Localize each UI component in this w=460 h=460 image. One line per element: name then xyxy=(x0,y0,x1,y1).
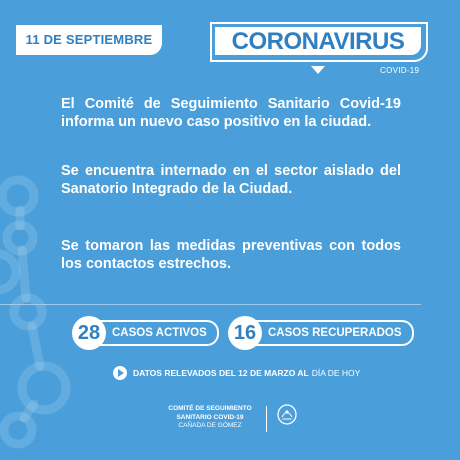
footer-line-2: SANITARIO COVID-19 xyxy=(176,413,244,421)
footer-committee xyxy=(156,405,264,431)
municipal-seal-logo xyxy=(276,403,298,425)
recovered-cases-label: CASOS RECUPERADOS xyxy=(254,320,414,346)
footer-line-3: CAÑADA DE GÓMEZ xyxy=(178,422,242,429)
paragraph-hospitalized: Se encuentra internado en el sector aislado del Sanatorio Integrado de la Ciudad. xyxy=(61,163,401,197)
date-badge: 11 DE SEPTIEMBRE xyxy=(16,25,162,55)
triangle-down-icon xyxy=(311,66,325,74)
data-period-regular: DÍA DE HOY xyxy=(311,368,361,378)
title-box xyxy=(210,22,430,64)
data-period-note xyxy=(113,364,360,382)
subtitle-tag: COVID-19 xyxy=(380,66,420,75)
active-cases-label: CASOS ACTIVOS xyxy=(98,320,219,346)
active-cases-count: 28 xyxy=(72,316,106,350)
recovered-cases-count: 16 xyxy=(228,316,262,350)
paragraph-measures: Se tomaron las medidas preventivas con todos los contactos estrechos. xyxy=(61,238,401,272)
page-title: CORONAVIRUS xyxy=(231,28,405,55)
stat-active-cases xyxy=(72,316,219,350)
stat-recovered-cases xyxy=(228,316,414,350)
footer-line-1: COMITÉ DE SEGUIMIENTO xyxy=(168,405,252,412)
title-fill xyxy=(215,27,421,55)
footer-separator xyxy=(266,406,267,432)
data-period-bold: DATOS RELEVADOS DEL 12 DE MARZO AL xyxy=(133,368,309,378)
play-circle-icon xyxy=(113,366,127,380)
divider xyxy=(0,304,421,305)
paragraph-announcement: El Comité de Seguimiento Sanitario Covid-19 informa un nuevo caso positivo en la ciudad. xyxy=(61,96,401,130)
